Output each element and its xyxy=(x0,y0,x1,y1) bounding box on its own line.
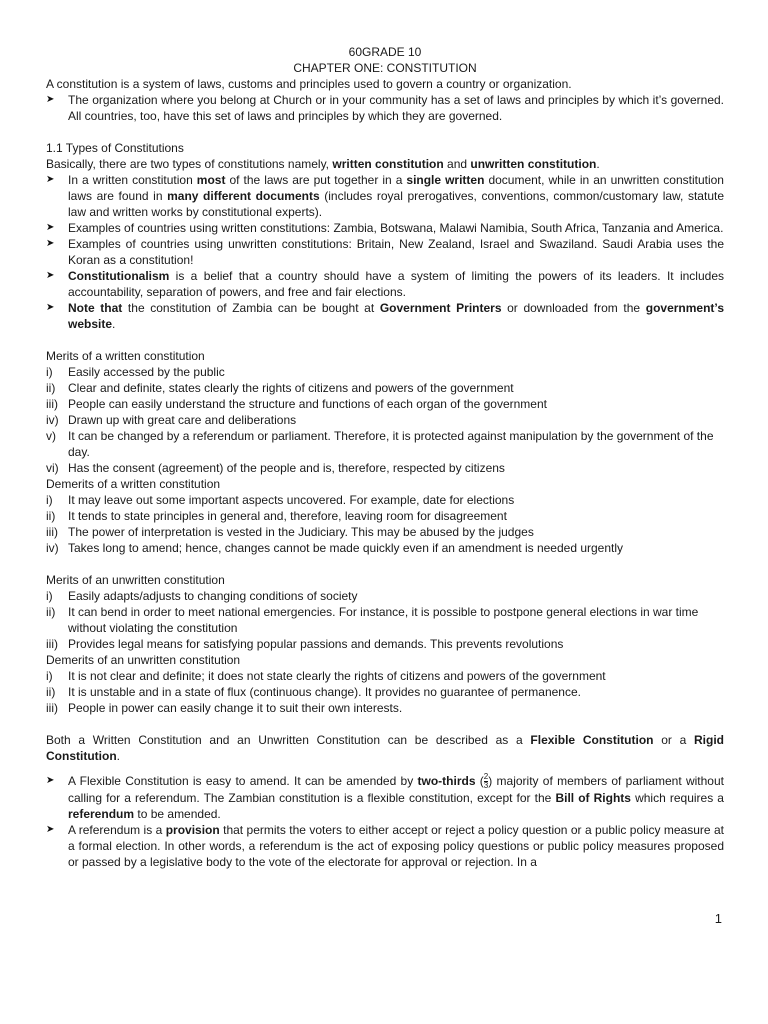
bullet-item xyxy=(46,300,724,332)
document-grade: 60GRADE 10 xyxy=(348,45,422,59)
bullet-item xyxy=(46,773,724,822)
list-item-text: Has the consent (agreement) of the people and is, therefore, respected by citizens xyxy=(68,461,505,475)
demerits-unwritten-list xyxy=(46,668,724,716)
merits-unwritten-heading: Merits of an unwritten constitution xyxy=(46,573,225,587)
bullet-item xyxy=(46,92,724,124)
list-item-number: iv) xyxy=(46,413,59,427)
list-item-number: vi) xyxy=(46,461,59,475)
bullet-item xyxy=(46,220,724,236)
merits-written-heading: Merits of a written constitution xyxy=(46,349,205,363)
fraction: $\frac{2}{3}$ xyxy=(483,772,489,791)
list-item-number: iii) xyxy=(46,701,58,715)
list-item-number: i) xyxy=(46,365,53,379)
list-item-number: ii) xyxy=(46,605,56,619)
list-item xyxy=(46,524,724,540)
bullet-text: Note that the constitution of Zambia can be bought at Government Printers or downloaded from the government’s website. xyxy=(68,301,724,331)
list-item xyxy=(46,508,724,524)
bullet-text: Constitutionalism is a belief that a country should have a system of limiting the powers of its leaders. It includes accountability, separation of powers, and free and fair elections. xyxy=(68,269,724,299)
list-item-number: v) xyxy=(46,429,56,443)
list-item-text: It is not clear and definite; it does not state clearly the rights of citizens and powers of the government xyxy=(68,669,606,683)
arrow-bullet-icon: ➤ xyxy=(46,174,55,185)
arrow-bullet-icon: ➤ xyxy=(46,270,55,281)
list-item-text: Takes long to amend; hence, changes cannot be made quickly even if an amendment is needed urgently xyxy=(68,541,624,555)
list-item-number: i) xyxy=(46,493,53,507)
list-item xyxy=(46,460,724,476)
list-item-number: iii) xyxy=(46,637,58,651)
types-lead: Basically, there are two types of constitutions namely, written constitution and unwritten constitution. xyxy=(46,157,600,171)
arrow-bullet-icon: ➤ xyxy=(46,94,55,105)
demerits-unwritten-heading: Demerits of an unwritten constitution xyxy=(46,653,241,667)
bullet-text: Examples of countries using written constitutions: Zambia, Botswana, Malawi Namibia, South Africa, Tanzania and America. xyxy=(68,221,724,235)
section-heading-types: 1.1 Types of Constitutions xyxy=(46,141,184,155)
arrow-bullet-icon: ➤ xyxy=(46,824,55,836)
list-item xyxy=(46,364,724,380)
list-item xyxy=(46,428,724,460)
list-item-text: People in power can easily change it to suit their own interests. xyxy=(68,701,403,715)
list-item-text: It may leave out some important aspects uncovered. For example, date for elections xyxy=(68,493,515,507)
bullet-text: In a written constitution most of the laws are put together in a single written document, while in an unwritten constitution laws are found in many different documents (includes royal prerogatives, conventions, common/customary law, statute law and written works by constitutional experts). xyxy=(68,173,724,219)
bullet-text: The organization where you belong at Church or in your community has a set of laws and principles by which it’s governed. All countries, too, have this set of laws and principles by which they are governed. xyxy=(68,93,724,123)
merits-unwritten-list xyxy=(46,588,724,652)
list-item-text: It tends to state principles in general and, therefore, leaving room for disagreement xyxy=(68,509,507,523)
bullet-item xyxy=(46,172,724,220)
list-item-text: Easily adapts/adjusts to changing conditions of society xyxy=(68,589,358,603)
list-item-number: iii) xyxy=(46,525,58,539)
bullet-text: A referendum is a provision that permits the voters to either accept or reject a policy question or a public policy measure at a formal election. In other words, a referendum is the act of exposing policy questions or public policy measures proposed or passed by a legislative body to the vote of the electorate for approval or rejection. In a xyxy=(68,823,724,870)
list-item xyxy=(46,412,724,428)
list-item xyxy=(46,540,724,556)
list-item-text: Clear and definite, states clearly the rights of citizens and powers of the government xyxy=(68,381,514,395)
constitution-definition: A constitution is a system of laws, customs and principles used to govern a country or organization. xyxy=(46,77,572,91)
list-item xyxy=(46,700,724,716)
arrow-bullet-icon: ➤ xyxy=(46,775,55,786)
list-item-number: iv) xyxy=(46,541,59,555)
bullet-item xyxy=(46,822,724,870)
list-item-text: It is unstable and in a state of flux (continuous change). It provides no guarantee of permanence. xyxy=(68,685,581,699)
demerits-written-list xyxy=(46,492,724,556)
list-item-number: i) xyxy=(46,669,53,683)
list-item-text: The power of interpretation is vested in the Judiciary. This may be abused by the judges xyxy=(68,525,534,539)
arrow-bullet-icon: ➤ xyxy=(46,222,55,233)
list-item-number: iii) xyxy=(46,397,58,411)
list-item xyxy=(46,604,724,636)
list-item xyxy=(46,636,724,652)
list-item-text: Drawn up with great care and deliberations xyxy=(68,413,297,427)
demerits-written-heading: Demerits of a written constitution xyxy=(46,477,221,491)
list-item xyxy=(46,668,724,684)
bullet-text: Examples of countries using unwritten constitutions: Britain, New Zealand, Israel and Swaziland. Saudi Arabia uses the Koran as a constitution! xyxy=(68,237,724,267)
list-item-text: It can bend in order to meet national emergencies. For instance, it is possible to postpone general elections in war time without violating the constitution xyxy=(68,605,699,635)
arrow-bullet-icon: ➤ xyxy=(46,238,55,249)
list-item xyxy=(46,684,724,700)
flexible-rigid-paragraph: Both a Written Constitution and an Unwritten Constitution can be described as a Flexible Constitution or a Rigid Constitution. xyxy=(46,733,724,763)
list-item-number: ii) xyxy=(46,381,56,395)
list-item-text: It can be changed by a referendum or parliament. Therefore, it is protected against manipulation by the government of the day. xyxy=(68,429,714,459)
bullet-text: A Flexible Constitution is easy to amend. It can be amended by two-thirds ( $\frac{2}{3}$ ) majority of members of parliament without calling for a referendum. The Zambian constitution is a flexible constitution, except for the Bill of Rights which requires a referendum to be amended. xyxy=(68,772,724,822)
list-item xyxy=(46,396,724,412)
chapter-title: CHAPTER ONE: CONSTITUTION xyxy=(293,61,477,75)
list-item-text: Provides legal means for satisfying popular passions and demands. This prevents revolutions xyxy=(68,637,564,651)
list-item-text: People can easily understand the structure and functions of each organ of the government xyxy=(68,397,547,411)
bullet-item xyxy=(46,236,724,268)
list-item xyxy=(46,588,724,604)
list-item xyxy=(46,380,724,396)
page-number: 1 xyxy=(714,911,722,926)
list-item xyxy=(46,492,724,508)
list-item-text: Easily accessed by the public xyxy=(68,365,225,379)
list-item-number: ii) xyxy=(46,685,56,699)
merits-written-list xyxy=(46,364,724,476)
arrow-bullet-icon: ➤ xyxy=(46,302,55,313)
bullet-item xyxy=(46,268,724,300)
list-item-number: i) xyxy=(46,589,53,603)
list-item-number: ii) xyxy=(46,509,56,523)
